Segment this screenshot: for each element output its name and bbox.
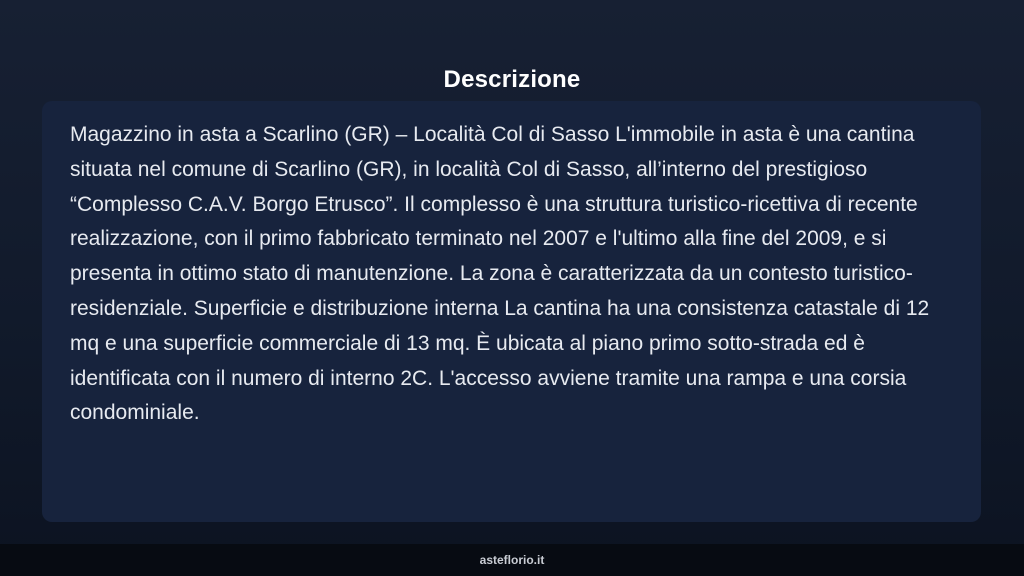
- description-text: Magazzino in asta a Scarlino (GR) – Località Col di Sasso L'immobile in asta è una cantina situata nel comune di Scarlino (GR), in località Col di Sasso, all’interno del prestigioso “Complesso C.A.V. Borgo Etrusco”. Il complesso è una struttura turistico-ricettiva di recente realizzazione, con il primo fabbricato terminato nel 2007 e l'ultimo alla fine del 2009, e si presenta in ottimo stato di manutenzione. La zona è caratterizzata da un contesto turistico-residenziale. Superficie e distribuzione interna La cantina ha una consistenza catastale di 12 mq e una superficie commerciale di 13 mq. È ubicata al piano primo sotto-strada ed è identificata con il numero di interno 2C. L'accesso avviene tramite una rampa e una corsia condominiale.: [70, 123, 930, 425]
- footer-bar: [0, 544, 1024, 576]
- description-card: [42, 101, 981, 522]
- page-title: Descrizione: [443, 66, 581, 94]
- footer-brand: asteflorio.it: [479, 553, 545, 567]
